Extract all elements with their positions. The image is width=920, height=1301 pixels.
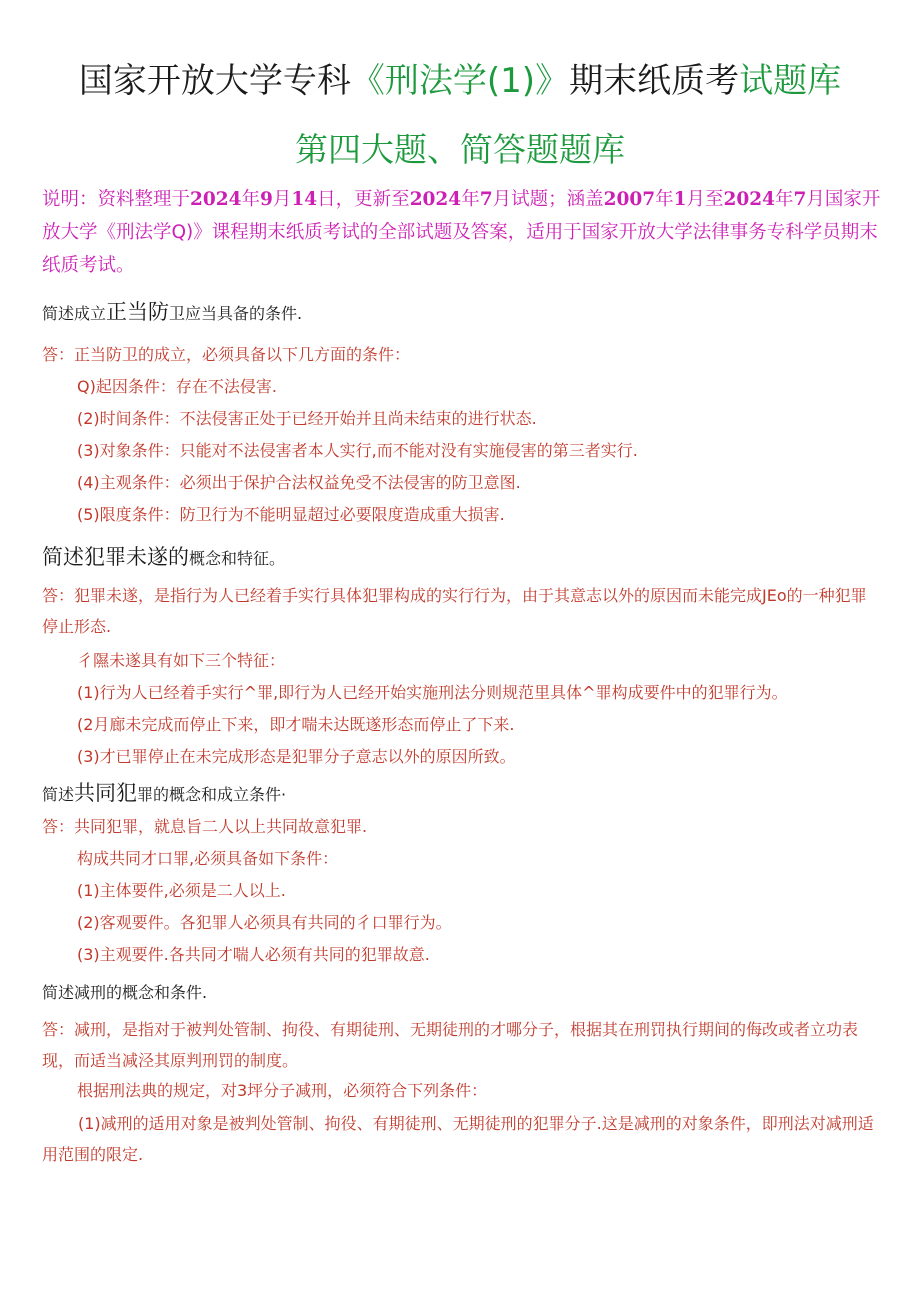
answer-3-item: (2)客观要件。各犯罪人必须具有共同的彳口罪行为。 (77, 913, 452, 932)
note-date: 2024 (409, 189, 462, 210)
note-text: 年 (775, 189, 794, 210)
answer-3-item: (3)主观要件.各共同才喘人必须有共同的犯罪故意. (77, 945, 430, 964)
note-text: 日，更新至 (317, 189, 410, 210)
answer-2-item: (1)行为人已经着手实行^罪,即行为人已经开始实施刑法分则规范里具体^罪构成要件中的犯罪行为。 (77, 683, 788, 702)
section-subtitle: 第四大题、简答题题库 (295, 130, 625, 169)
note-date: 2024 (190, 189, 242, 210)
note-date: 9 (260, 189, 273, 210)
answer-3-item: 构成共同才口罪,必须具备如下条件： (77, 849, 339, 868)
note-text: 月试题；涵盖 (492, 189, 604, 210)
answer-1-item: Q)起因条件：存在不法侵害. (77, 377, 277, 396)
answer-2-item: (2月廊未完成而停止下来，即才喘未达既遂形态而停止了下来. (77, 715, 515, 734)
note-text: 说明：资料整理于 (42, 189, 191, 210)
note-date: 1 (673, 189, 687, 210)
note-text: 年 (241, 189, 261, 210)
note-date: 7 (479, 189, 493, 210)
answer-3: 答：共同犯罪，就息旨二人以上共同故意犯罪. (42, 817, 368, 836)
title-part1: 国家开放大学专科 (78, 61, 351, 101)
question-text: 简述犯罪未遂的 (42, 545, 189, 569)
note-text: 月至 (686, 189, 724, 210)
note-text: 月 (272, 189, 292, 210)
question-text: 简述减刑的概念和条件. (42, 983, 208, 1002)
question-text: 共同犯 (74, 781, 138, 805)
title-part2: 期末纸质考 (569, 61, 740, 101)
answer-2-item: (3)才已罪停止在未完成形态是犯罪分子意志以外的原因所致。 (77, 747, 516, 766)
title-part3: 试题库 (739, 61, 842, 101)
question-text: 罪的概念和成立条件· (137, 785, 287, 804)
note-text: 年 (655, 189, 674, 210)
answer-1-item: (3)对象条件：只能对不法侵害者本人实行,而不能对没有实施侵害的第三者实行. (77, 441, 638, 460)
question-4 (42, 980, 207, 1006)
answer-3-item: (1)主体要件,必须是二人以上. (77, 881, 286, 900)
answer-4: 答：减刑，是指对于被判处管制、拘役、有期徒刑、无期徒刑的才哪分子，根据其在刑罚执行期间的侮改或者立功表现，而适当减泾其原判刑罚的制度。 (42, 1020, 859, 1070)
page-title (0, 58, 920, 104)
note-date: 14 (291, 189, 318, 210)
note-date: 2024 (723, 189, 775, 210)
answer-1-item: (2)时间条件：不法侵害正处于已经开始并且尚未结束的进行状态. (77, 409, 537, 428)
note-date: 7 (793, 189, 807, 210)
description-note (42, 183, 884, 282)
answer-4-item: (1)减刑的适用对象是被判处管制、拘役、有期徒刑、无期徒刑的犯罪分子.这是减刑的对象条件，即刑法对减刑适用范围的限定. (42, 1114, 874, 1164)
question-text: 正当防 (106, 300, 170, 324)
question-text: 概念和特征。 (189, 549, 286, 568)
note-text: 年 (461, 189, 480, 210)
answer-2: 答：犯罪未遂，是指行为人已经着手实行具体犯罪构成的实行行为，由于其意志以外的原因而未能完成JEo的一种犯罪停止形态. (42, 586, 867, 636)
question-text: 简述 (42, 785, 75, 804)
note-text: 月国家开放大学《刑法学Q)》课程期末纸质考试的全部试题及答案，适用于国家开放大学法律事务专科学员期末纸质考试。 (42, 189, 881, 276)
answer-1: 答：正当防卫的成立，必须具备以下几方面的条件： (42, 345, 411, 364)
question-1 (42, 299, 302, 327)
question-text: 卫应当具备的条件. (169, 304, 303, 323)
note-date: 2007 (603, 189, 656, 210)
question-text: 简述成立 (42, 304, 107, 323)
answer-4-item: 根据刑法典的规定，对3坪分子减刑，必须符合下列条件： (77, 1081, 488, 1100)
question-2 (42, 544, 285, 572)
question-3 (42, 780, 286, 808)
answer-1-item: (4)主观条件：必须出于保护合法权益免受不法侵害的防卫意图. (77, 473, 521, 492)
title-book: 《刑法学(1)》 (350, 61, 570, 101)
answer-2-item: 彳隰未遂具有如下三个特征： (77, 651, 286, 670)
answer-1-item: (5)限度条件：防卫行为不能明显超过必要限度造成重大损害. (77, 505, 505, 524)
